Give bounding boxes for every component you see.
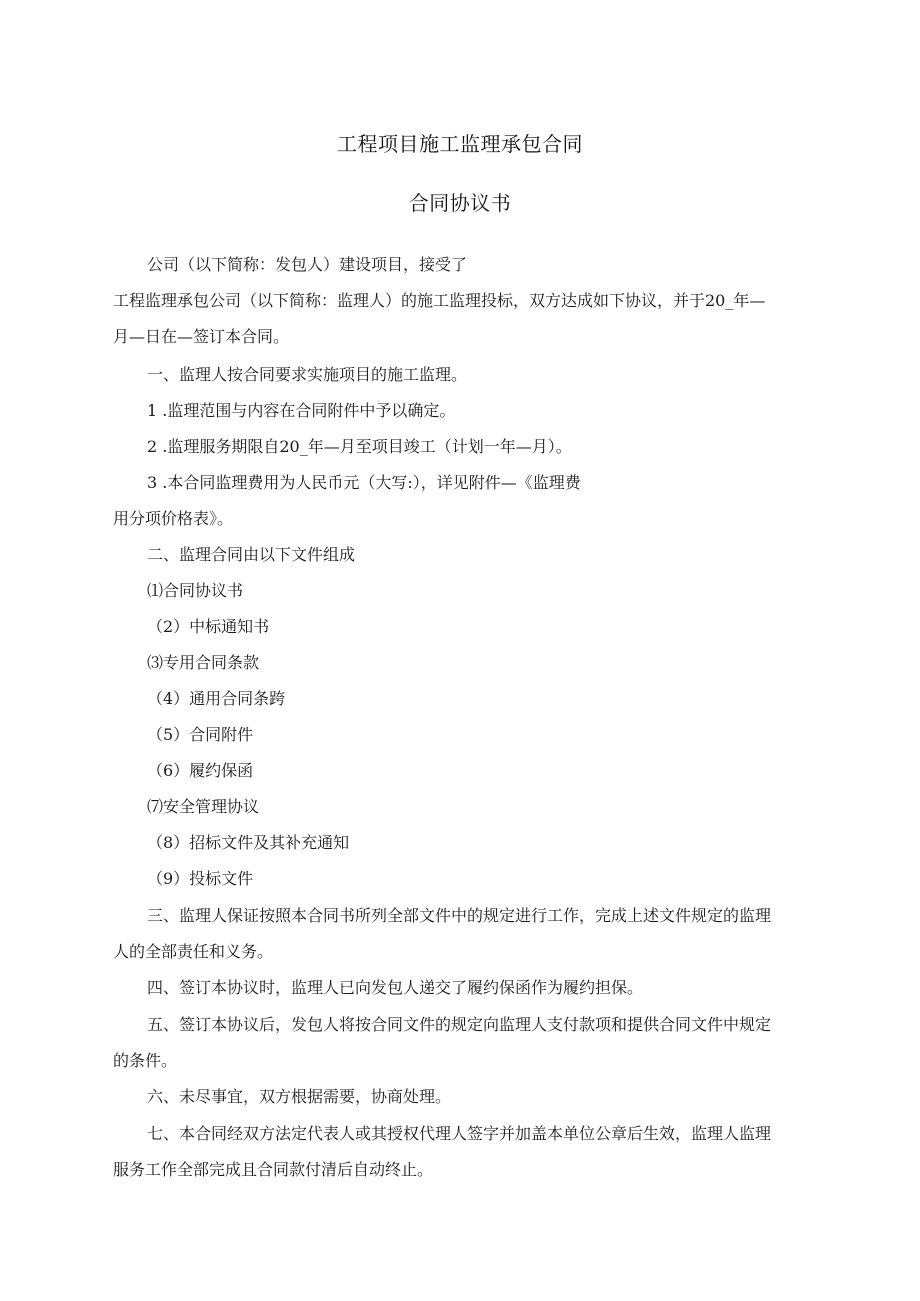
list-item: ⑶专用合同条款 (147, 653, 260, 672)
paragraph-line: 二、监理合同由以下文件组成 (147, 545, 356, 564)
list-item: （9）投标文件 (147, 869, 254, 888)
paragraph-line: 三、监理人保证按照本合同书所列全部文件中的规定进行工作，完成上述文件规定的监理 (147, 906, 772, 925)
list-item: （6）履约保函 (147, 761, 254, 780)
paragraph-line: 3 .本合同监理费用为人民币元（大写:），详见附件—《监理费 (147, 473, 581, 492)
document-subtitle: 合同协议书 (408, 191, 512, 215)
list-item: （5）合同附件 (147, 725, 254, 744)
list-item: （4）通用合同条跨 (147, 689, 286, 708)
paragraph-line: 的条件。 (113, 1051, 178, 1070)
paragraph-line: 工程监理承包公司（以下简称：监理人）的施工监理投标，双方达成如下协议，并于20_年— (113, 291, 766, 310)
paragraph-line: 四、签订本协议时，监理人已向发包人递交了履约保函作为履约担保。 (147, 978, 644, 997)
paragraph-line: 七、本合同经双方法定代表人或其授权代理人签字并加盖本单位公章后生效，监理人监理 (147, 1124, 772, 1143)
list-item: （2）中标通知书 (147, 617, 270, 636)
paragraph-line: 人的全部责任和义务。 (113, 942, 274, 961)
list-item: ⑴合同协议书 (147, 581, 244, 600)
paragraph-line: 1 .监理范围与内容在合同附件中予以确定。 (147, 401, 456, 420)
paragraph-line: 公司（以下简称：发包人）建设项目，接受了 (147, 255, 468, 274)
paragraph-line: 用分项价格表》。 (113, 509, 234, 528)
list-item: ⑺安全管理协议 (147, 797, 260, 816)
paragraph-line: 六、未尽事宜，双方根据需要，协商处理。 (147, 1087, 452, 1106)
paragraph-line: 月—日在—签订本合同。 (113, 327, 290, 346)
paragraph-line: 2 .监理服务期限自20_年—月至项目竣工（计划一年—月）。 (147, 437, 572, 456)
document-title: 工程项目施工监理承包合同 (337, 132, 583, 156)
paragraph-line: 一、监理人按合同要求实施项目的施工监理。 (147, 365, 468, 384)
paragraph-line: 服务工作全部完成且合同款付清后自动终止。 (113, 1160, 434, 1179)
list-item: （8）招标文件及其补充通知 (147, 833, 350, 852)
paragraph-line: 五、签订本协议后，发包人将按合同文件的规定向监理人支付款项和提供合同文件中规定 (147, 1015, 772, 1034)
